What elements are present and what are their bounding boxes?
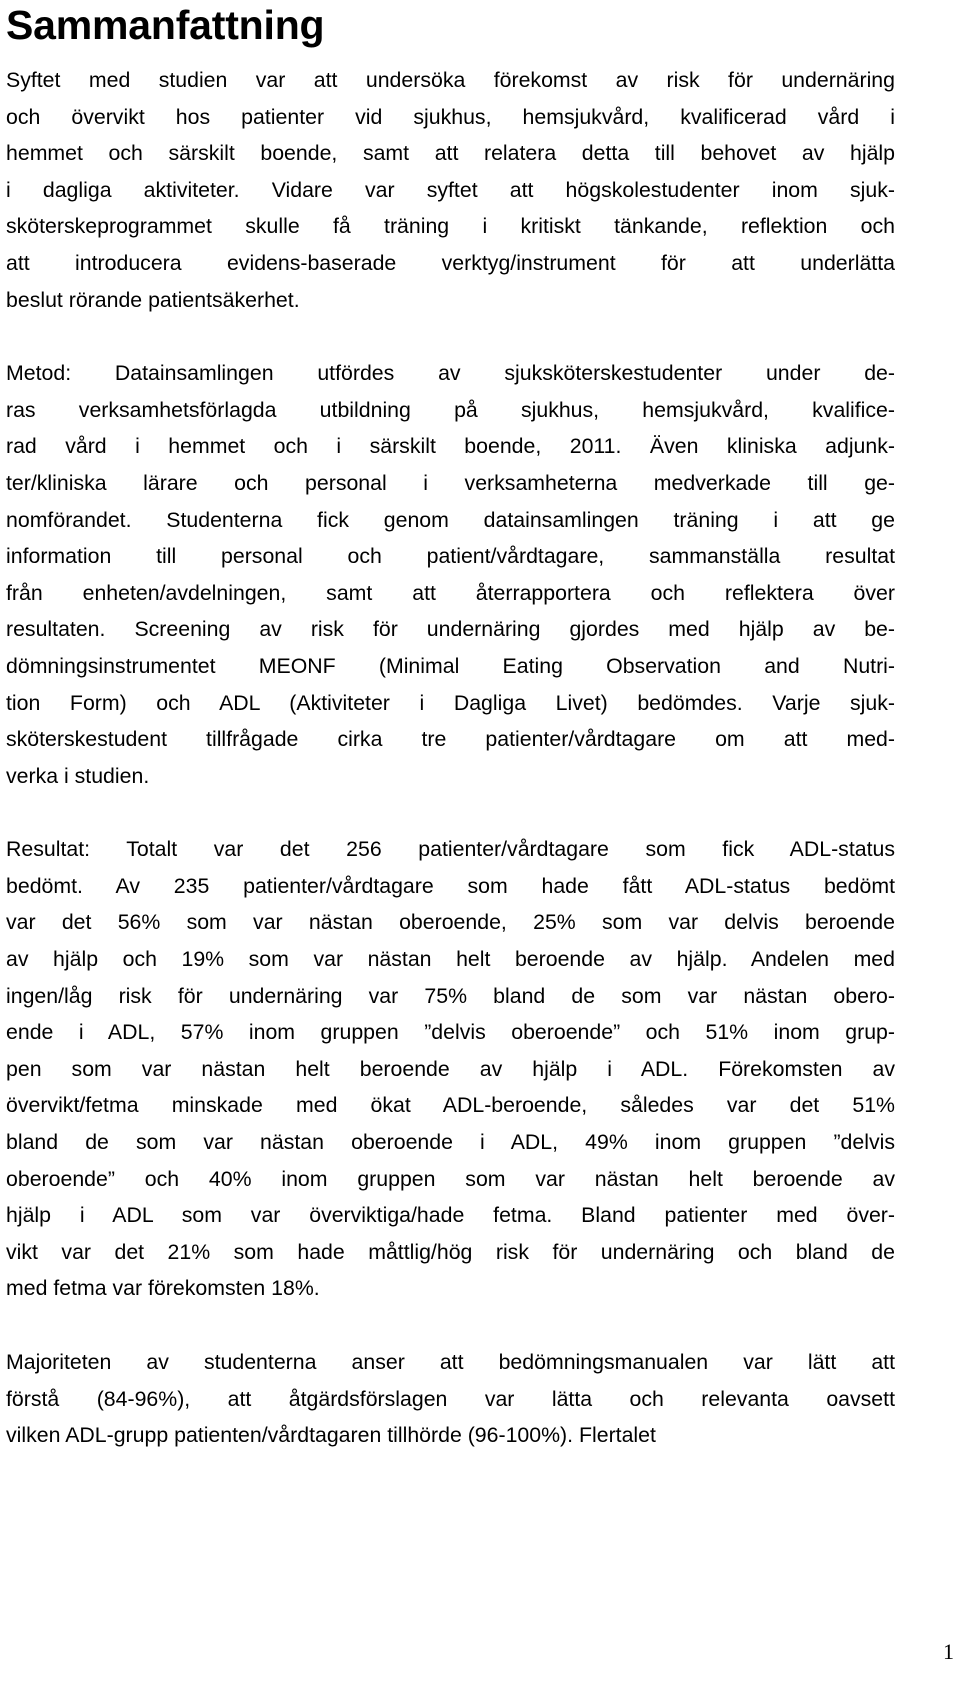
paragraph-3 [6, 831, 895, 1307]
paragraph-4 [6, 1344, 895, 1454]
text-line: förstå (84-96%), att åtgärdsförslagen var lätta och relevanta oavsett [6, 1386, 895, 1411]
text-line: information till personal och patient/vårdtagare, sammanställa resultat [6, 544, 895, 569]
text-line: ter/kliniska lärare och personal i verksamheterna medverkade till ge- [6, 470, 895, 495]
text-line: från enheten/avdelningen, samt att återrapportera och reflektera över [6, 580, 895, 605]
text-line: dömningsinstrumentet MEONF (Minimal Eating Observation and Nutri- [6, 653, 895, 678]
paragraph-gap [6, 1307, 895, 1344]
text-line: vilken ADL-grupp patienten/vårdtagaren tillhörde (96-100%). Flertalet [6, 1423, 656, 1448]
text-line: ras verksamhetsförlagda utbildning på sjukhus, hemsjukvård, kvalifice- [6, 397, 895, 422]
text-line: resultaten. Screening av risk för undernäring gjordes med hjälp av be- [6, 617, 895, 642]
page-number: 1 [943, 1639, 954, 1664]
text-line: Metod: Datainsamlingen utfördes av sjuksköterskestudenter under de- [6, 361, 895, 386]
paragraph-1 [6, 62, 895, 318]
body-text [6, 62, 895, 1454]
text-line: pen som var nästan helt beroende av hjälp i ADL. Förekomsten av [6, 1056, 895, 1081]
text-line: hjälp i ADL som var överviktiga/hade fetma. Bland patienter med över- [6, 1203, 895, 1228]
text-line: bland de som var nästan oberoende i ADL, 49% inom gruppen ”delvis [6, 1130, 895, 1155]
text-line: bedömt. Av 235 patienter/vårdtagare som hade fått ADL-status bedömt [6, 873, 895, 898]
text-line: vikt var det 21% som hade måttlig/hög risk för undernäring och bland de [6, 1239, 895, 1264]
paragraph-gap [6, 318, 895, 355]
paragraph-2 [6, 355, 895, 794]
text-line: ende i ADL, 57% inom gruppen ”delvis oberoende” och 51% inom grup- [6, 1020, 895, 1045]
text-line: verka i studien. [6, 763, 150, 788]
text-line: var det 56% som var nästan oberoende, 25% som var delvis beroende [6, 910, 895, 935]
text-line: beslut rörande patientsäkerhet. [6, 287, 300, 312]
text-line: Resultat: Totalt var det 256 patienter/vårdtagare som fick ADL-status [6, 837, 895, 862]
text-line: i dagliga aktiviteter. Vidare var syftet att högskolestudenter inom sjuk- [6, 177, 895, 202]
text-line: rad vård i hemmet och i särskilt boende, 2011. Även kliniska adjunk- [6, 434, 895, 459]
text-line: sköterskestudent tillfrågade cirka tre patienter/vårdtagare om att med- [6, 727, 895, 752]
text-line: oberoende” och 40% inom gruppen som var nästan helt beroende av [6, 1166, 895, 1191]
paragraph-gap [6, 794, 895, 831]
text-line: Syftet med studien var att undersöka förekomst av risk för undernäring [6, 68, 895, 92]
text-line: sköterskeprogrammet skulle få träning i kritiskt tänkande, reflektion och [6, 214, 895, 239]
text-line: med fetma var förekomsten 18%. [6, 1276, 320, 1301]
text-line: Majoriteten av studenterna anser att bedömningsmanualen var lätt att [6, 1350, 895, 1374]
text-line: och övervikt hos patienter vid sjukhus, hemsjukvård, kvalificerad vård i [6, 104, 895, 129]
page-title: Sammanfattning [6, 2, 325, 48]
text-line: att introducera evidens-baserade verktyg/instrument för att underlätta [6, 250, 895, 275]
document-page [6, 0, 895, 1454]
text-line: hemmet och särskilt boende, samt att relatera detta till behovet av hjälp [6, 141, 895, 166]
text-line: övervikt/fetma minskade med ökat ADL-beroende, således var det 51% [6, 1093, 895, 1118]
text-line: av hjälp och 19% som var nästan helt beroende av hjälp. Andelen med [6, 947, 895, 972]
text-line: nomförandet. Studenterna fick genom datainsamlingen träning i att ge [6, 507, 895, 532]
text-line: tion Form) och ADL (Aktiviteter i Dagliga Livet) bedömdes. Varje sjuk- [6, 690, 895, 715]
text-line: ingen/låg risk för undernäring var 75% bland de som var nästan obero- [6, 983, 895, 1008]
